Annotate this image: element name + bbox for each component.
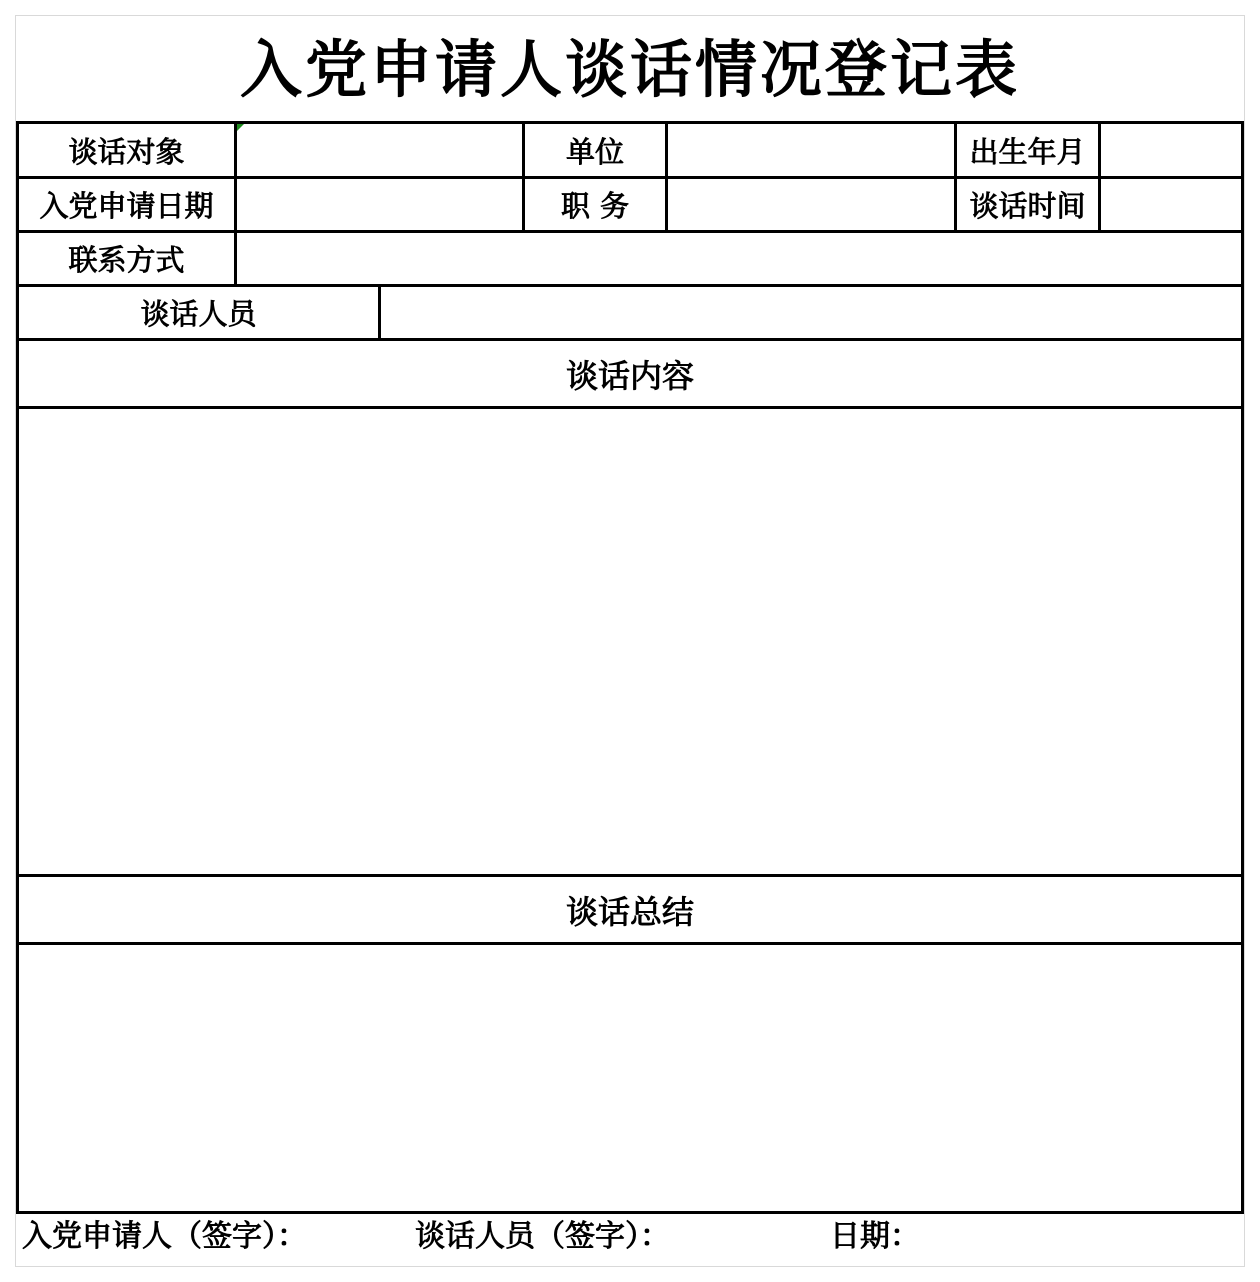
unit-value[interactable]	[668, 124, 954, 176]
label-talk-time: 谈话时间	[969, 189, 1086, 223]
registration-form	[16, 121, 1244, 1214]
contact-value[interactable]	[237, 233, 1241, 284]
applicant-signature-label: 入党申请人（签字）：	[22, 1219, 307, 1254]
birth-date-value[interactable]	[1101, 124, 1241, 176]
talk-summary-area[interactable]	[19, 945, 1241, 1211]
position-value[interactable]	[668, 179, 954, 230]
interviewer-value[interactable]	[381, 287, 1241, 338]
application-date-value[interactable]	[237, 179, 522, 230]
talk-target-value[interactable]	[237, 124, 522, 176]
label-talk-target: 谈话对象	[68, 134, 185, 169]
label-unit: 单位	[565, 134, 624, 169]
talk-content-area[interactable]	[19, 409, 1241, 874]
page-title: 入党申请人谈话情况登记表	[239, 33, 1020, 106]
section-talk-content: 谈话内容	[565, 356, 694, 395]
label-contact: 联系方式	[68, 243, 185, 277]
label-interviewer: 谈话人员	[140, 297, 257, 331]
section-talk-summary: 谈话总结	[565, 892, 694, 931]
label-application-date: 入党申请日期	[39, 189, 214, 223]
label-position: 职 务	[560, 189, 630, 223]
talk-time-value[interactable]	[1101, 179, 1241, 230]
date-label: 日期：	[830, 1219, 920, 1254]
label-birth-date: 出生年月	[969, 134, 1086, 169]
signature-footer	[22, 1216, 1242, 1258]
interviewer-signature-label: 谈话人员（签字）：	[415, 1219, 670, 1254]
